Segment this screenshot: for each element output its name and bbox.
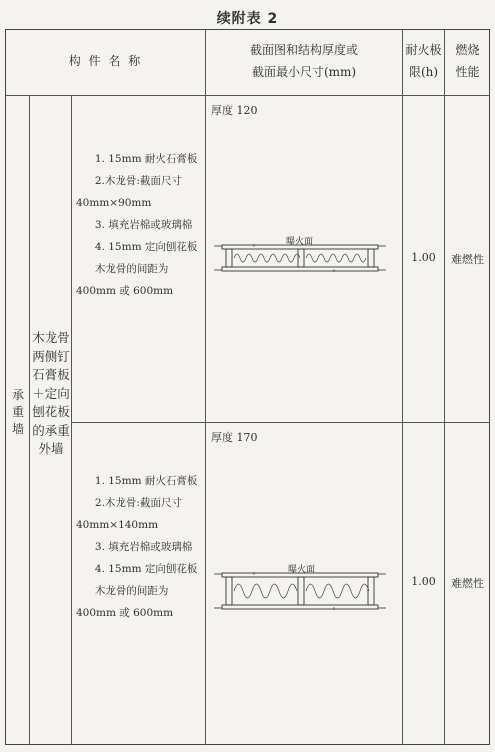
row-1-section-diagram	[214, 243, 386, 273]
row-2-section-diagram	[214, 571, 386, 611]
column-line	[444, 30, 445, 745]
row-2-description	[76, 470, 200, 624]
row-1-fire-face-label: 曝火面	[286, 237, 314, 247]
fire-resistance-table	[5, 29, 490, 745]
row-2-item: 木龙骨的间距为 400mm 或 600mm	[76, 585, 174, 619]
column-line	[402, 30, 403, 745]
page-title: 续附表 2	[216, 11, 279, 27]
header-section-line1: 截面图和结构厚度或	[249, 43, 358, 57]
header-section	[206, 39, 402, 83]
row-divider-line	[71, 422, 490, 423]
row-2-combustibility: 难燃性	[451, 577, 484, 590]
row-1-item: 2.木龙骨:截面尺寸 40mm×90mm	[76, 175, 182, 209]
row-1-item: 3. 填充岩棉或玻璃棉	[94, 219, 193, 231]
header-bottom-line	[6, 95, 490, 96]
header-fire-line2: 限(h)	[408, 65, 439, 79]
row-1-item: 4. 15mm 定向刨花板	[94, 241, 198, 253]
category-label: 承重墙	[12, 388, 25, 436]
header-combustibility	[445, 39, 490, 83]
header-fire-resistance	[403, 39, 444, 83]
subcategory-label: 木龙骨两侧钉石膏板＋定向刨花板的承重外墙	[32, 330, 70, 456]
column-line	[29, 95, 30, 745]
header-burn-line1: 燃烧	[455, 43, 480, 57]
header-burn-line2: 性能	[455, 65, 480, 79]
row-1-item: 木龙骨的间距为 400mm 或 600mm	[76, 263, 174, 297]
row-1-description	[76, 148, 200, 302]
row-1-thickness: 厚度 120	[211, 104, 258, 117]
row-1-fire-resistance: 1.00	[411, 251, 436, 264]
header-component-name: 构 件 名 称	[68, 54, 143, 68]
column-line	[205, 30, 206, 745]
row-1-item: 1. 15mm 耐火石膏板	[94, 153, 198, 165]
row-2-item: 1. 15mm 耐火石膏板	[94, 475, 198, 487]
header-section-line2: 截面最小尺寸(mm)	[251, 65, 357, 79]
row-1-combustibility: 难燃性	[451, 253, 484, 266]
header-fire-line1: 耐火极	[405, 43, 442, 57]
row-2-item: 3. 填充岩棉或玻璃棉	[94, 541, 193, 553]
row-2-thickness: 厚度 170	[211, 431, 258, 444]
row-2-item: 2.木龙骨:截面尺寸 40mm×140mm	[76, 497, 182, 531]
row-2-fire-resistance: 1.00	[411, 575, 436, 588]
row-2-fire-face-label: 曝火面	[288, 565, 316, 575]
row-2-item: 4. 15mm 定向刨花板	[94, 563, 198, 575]
column-line	[71, 95, 72, 745]
